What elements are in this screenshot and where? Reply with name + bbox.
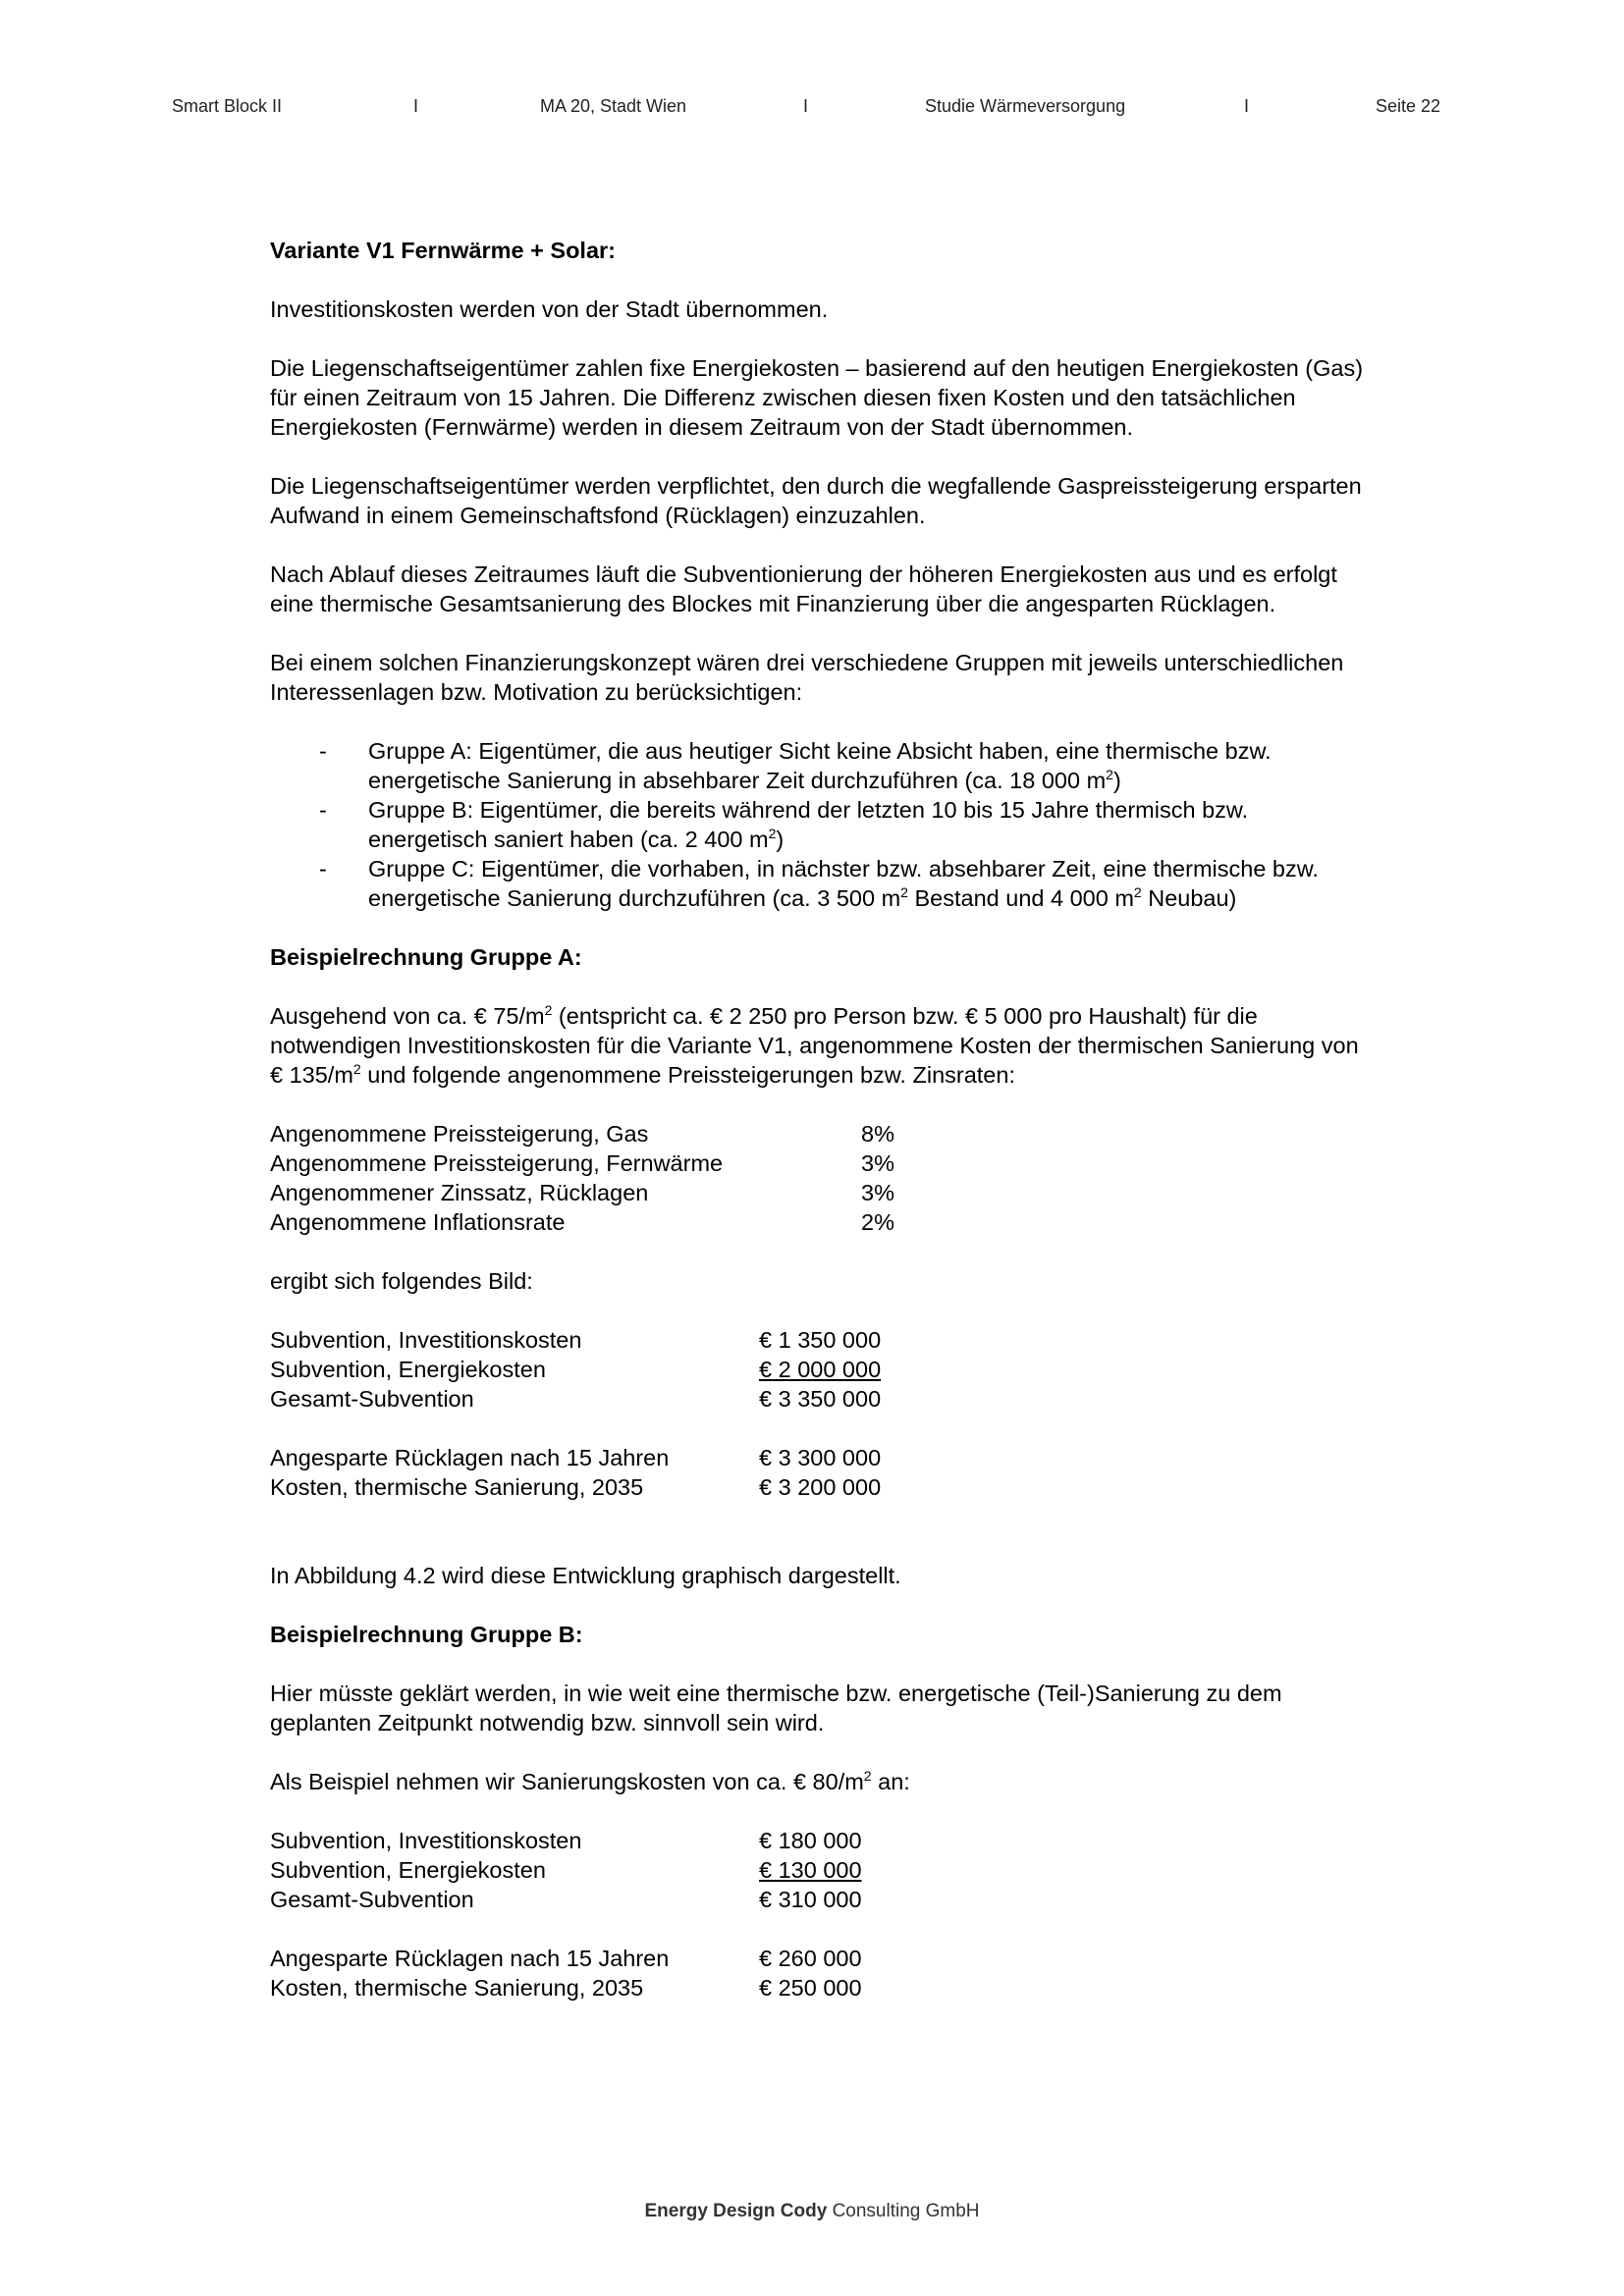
- list-dash: -: [319, 856, 327, 881]
- list-item-group-b: - Gruppe B: Eigentümer, die bereits während der letzten 10 bis 15 Jahre thermisch bzw. energetisch saniert haben (ca. 2 400 $m^2$): [319, 797, 1249, 852]
- header-page-number: Seite 22: [1376, 96, 1441, 116]
- table-row: Angenommene Preissteigerung, Gas 8%: [270, 1121, 894, 1147]
- table-row: Angesparte Rücklagen nach 15 Jahren € 3 300 000: [270, 1445, 882, 1470]
- subsidy-table-a: [270, 1325, 1448, 1414]
- paragraph: Nach Ablauf dieses Zeitraumes läuft die Subventionierung der höheren Energiekosten aus und es erfolgt eine thermische Gesamtsanierung des Blockes mit Finanzierung über die angesparten Rücklagen.: [270, 561, 1337, 616]
- paragraph: Als Beispiel nehmen wir Sanierungskosten von ca. € $80/m^2$ an:: [270, 1768, 910, 1794]
- header-separator: I: [413, 96, 419, 116]
- header-separator: I: [1244, 96, 1250, 116]
- table-row: Angenommener Zinssatz, Rücklagen 3%: [270, 1180, 894, 1205]
- list-dash: -: [319, 738, 327, 764]
- subsidy-table-b: [270, 1826, 1448, 1914]
- section-heading-v1: Variante V1 Fernwärme + Solar:: [270, 238, 617, 263]
- paragraph: Die Liegenschaftseigentümer werden verpflichtet, den durch die wegfallende Gaspreissteigerung ersparten Aufwand in einem Gemeinschaftsfond (Rücklagen) einzuzahlen.: [270, 473, 1362, 528]
- section-heading-group-a: Beispielrechnung Gruppe A:: [270, 944, 582, 970]
- header-separator: I: [803, 96, 809, 116]
- paragraph: In Abbildung 4.2 wird diese Entwicklung graphisch dargestellt.: [270, 1563, 901, 1588]
- table-row: Angesparte Rücklagen nach 15 Jahren € 260 000: [270, 1946, 862, 1971]
- rates-table: [270, 1119, 1448, 1237]
- paragraph: Investitionskosten werden von der Stadt übernommen.: [270, 296, 829, 322]
- table-row: Subvention, Investitionskosten € 180 000: [270, 1828, 862, 1853]
- paragraph: ergibt sich folgendes Bild:: [270, 1268, 533, 1294]
- section-heading-group-b: Beispielrechnung Gruppe B:: [270, 1622, 583, 1647]
- footer-company: Energy Design Cody Consulting GmbH: [644, 2201, 980, 2221]
- header-client: MA 20, Stadt Wien: [540, 96, 687, 116]
- paragraph: Ausgehend von ca. € $75/m^2$ (entspricht ca. € 2 250 pro Person bzw. € 5 000 pro Haushalt) für die notwendigen Investitionskosten für die Variante V1, angenommene Kosten der thermischen Sanierung von € $135/m^2$ und folgende angenommene Preissteigerungen bzw. Zinsraten:: [270, 1002, 1359, 1088]
- paragraph: Die Liegenschaftseigentümer zahlen fixe Energiekosten – basierend auf den heutigen Energiekosten (Gas) für einen Zeitraum von 15 Jahren. Die Differenz zwischen diesen fixen Kosten und den tatsächlichen Energiekosten (Fernwärme) werden in diesem Zeitraum von der Stadt übernommen.: [270, 355, 1364, 440]
- table-row: Angenommene Inflationsrate 2%: [270, 1209, 894, 1235]
- table-row: Subvention, Investitionskosten € 1 350 000: [270, 1327, 882, 1353]
- savings-table-a: [270, 1443, 1448, 1502]
- table-row: Gesamt-Subvention € 3 350 000: [270, 1386, 882, 1412]
- savings-table-b: [270, 1944, 1448, 2002]
- group-list: [270, 736, 1448, 913]
- list-item-group-a: - Gruppe A: Eigentümer, die aus heutiger Sicht keine Absicht haben, eine thermische bzw. energetische Sanierung in absehbarer Zeit durchzuführen (ca. 18 000 $m^2$): [319, 738, 1272, 793]
- table-row: Subvention, Energiekosten € 130 000: [270, 1857, 862, 1883]
- header-project: Smart Block II: [172, 96, 283, 116]
- paragraph: Hier müsste geklärt werden, in wie weit eine thermische bzw. energetische (Teil-)Sanierung zu dem geplanten Zeitpunkt notwendig bzw. sinnvoll sein wird.: [270, 1681, 1282, 1735]
- list-dash: -: [319, 797, 327, 823]
- document-body: [270, 236, 1448, 2002]
- paragraph: Bei einem solchen Finanzierungskonzept wären drei verschiedene Gruppen mit jeweils unterschiedlichen Interessenlagen bzw. Motivation zu berücksichtigen:: [270, 650, 1344, 705]
- table-row: Kosten, thermische Sanierung, 2035 € 3 200 000: [270, 1474, 882, 1500]
- header-study: Studie Wärmeversorgung: [925, 96, 1126, 116]
- table-row: Gesamt-Subvention € 310 000: [270, 1887, 862, 1912]
- list-item-group-c: - Gruppe C: Eigentümer, die vorhaben, in nächster bzw. absehbarer Zeit, eine thermische bzw. energetische Sanierung durchzuführen (ca. 3 500 $m^2$ Bestand und 4 000 $m^2$ Neubau): [319, 856, 1319, 911]
- table-row: Kosten, thermische Sanierung, 2035 € 250 000: [270, 1975, 862, 2001]
- table-row: Angenommene Preissteigerung, Fernwärme 3%: [270, 1150, 894, 1176]
- table-row: Subvention, Energiekosten € 2 000 000: [270, 1357, 882, 1382]
